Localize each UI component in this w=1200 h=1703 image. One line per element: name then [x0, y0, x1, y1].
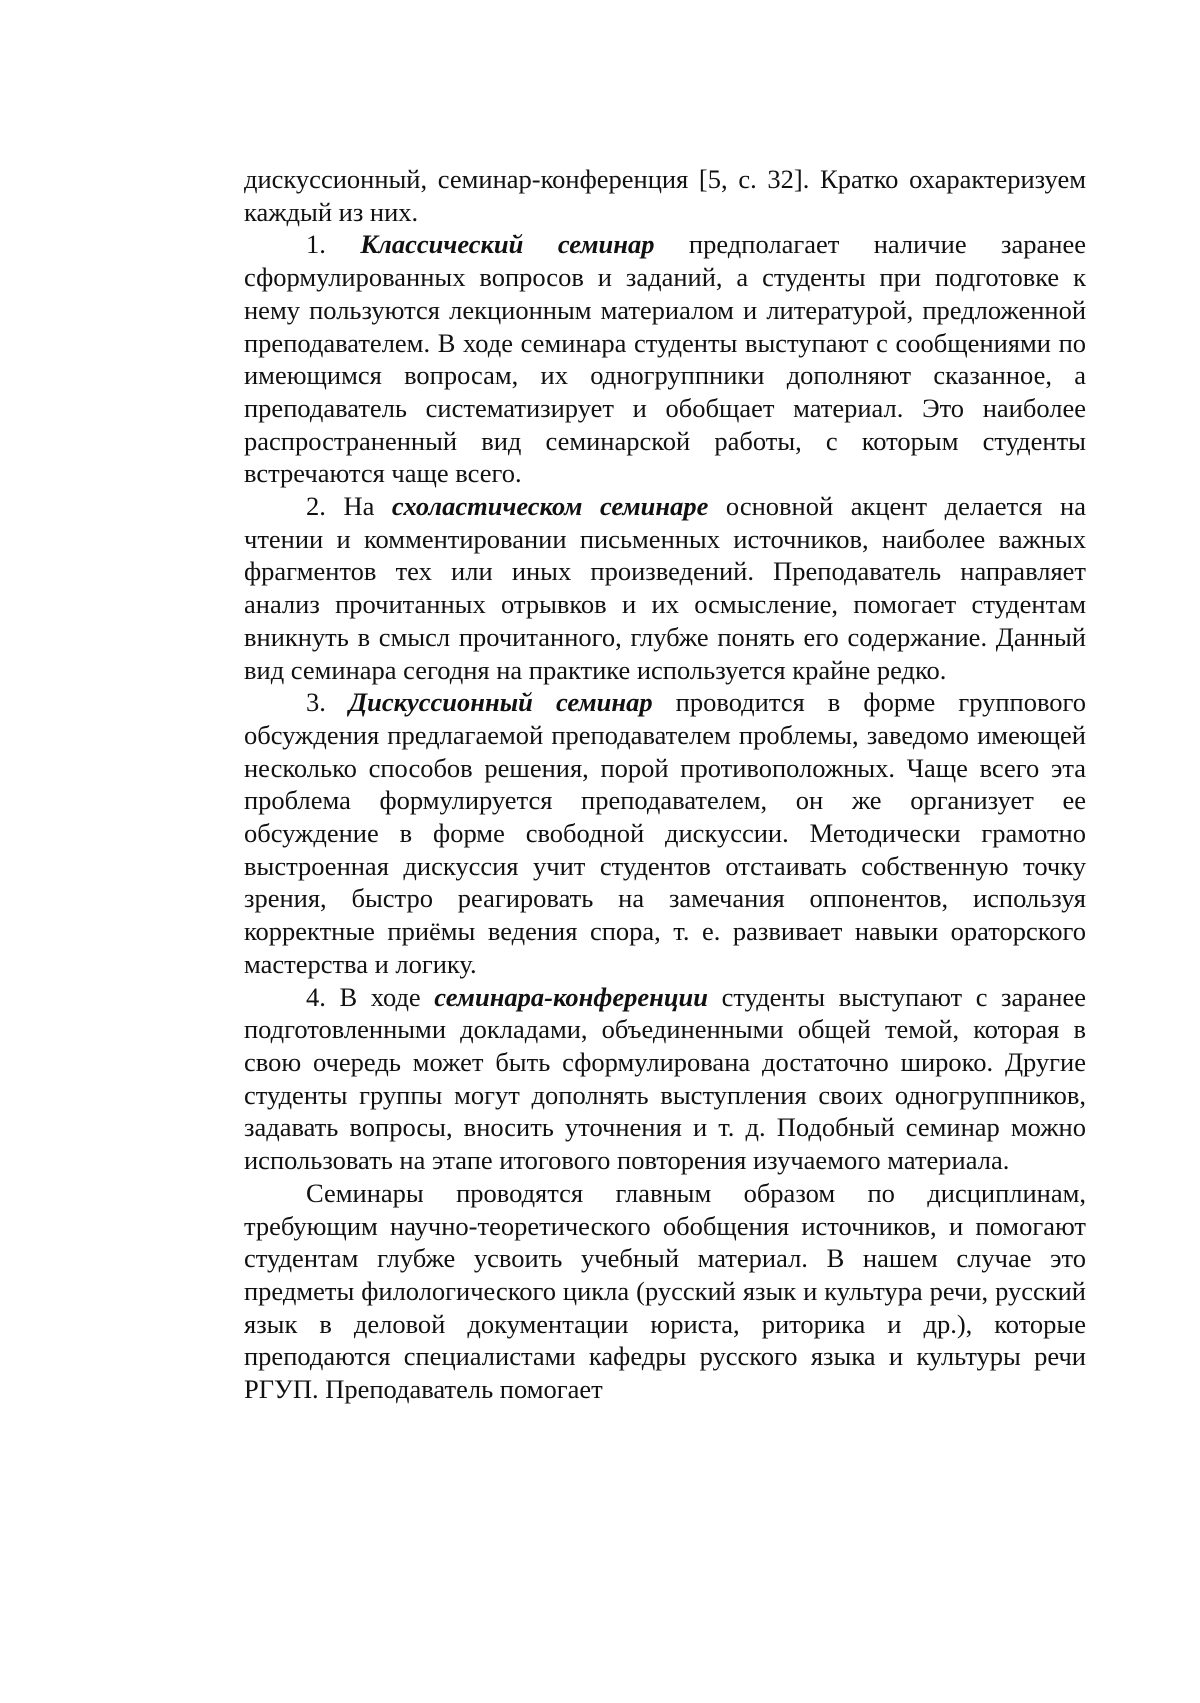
paragraph-seminars-summary [244, 1177, 1086, 1406]
paragraph-discussion-seminar [244, 686, 1086, 980]
paragraph-text: дискуссионный, семинар-конференция [5, с. 32]. Кратко охарактеризуем каждый из них. [244, 164, 1086, 227]
list-number: 2. На [306, 491, 392, 522]
paragraph-text: проводится в форме группового обсуждения предлагаемой преподавателем проблемы, заведомо имеющей несколько способов решения, порой противоположных. Чаще всего эта проблема формулируется преподавателем, он же организует ее обсуждение в форме свободной дискуссии. Методически грамотно выстроенная дискуссия учит студентов отстаивать собственную точку зрения, быстро реагировать на замечания оппонентов, используя корректные приёмы ведения спора, т. е. развивает навыки ораторского мастерства и логику. [244, 687, 1087, 979]
term-classic-seminar: Классический семинар [360, 229, 655, 260]
paragraph-text: Семинары проводятся главным образом по дисциплинам, требующим научно-теоретического обобщения источников, и помогают студентам глубже усвоить учебный материал. В нашем случае это предметы филологического цикла (русский язык и культура речи, русский язык в деловой документации юриста, риторика и др.), которые преподаются специалистами кафедры русского языка и культуры речи РГУП. Преподаватель помогает [244, 1177, 1086, 1405]
term-scholastic-seminar: схоластическом семинаре [391, 491, 709, 522]
list-number: 1. [306, 229, 361, 260]
term-discussion-seminar: Дискуссионный семинар [348, 687, 653, 718]
document-body [244, 163, 1086, 1406]
term-conference-seminar: семинара-конференции [434, 981, 709, 1012]
paragraph-text: предполагает наличие заранее сформулированных вопросов и заданий, а студенты при подготовке к нему пользуются лекционным материалом и литературой, предложенной преподавателем. В ходе семинара студенты выступают с сообщениями по имеющимся вопросам, их одногруппники дополняют сказанное, а преподаватель систематизирует и обобщает материал. Это наиболее распространенный вид семинарской работы, с которым студенты встречаются чаще всего. [244, 229, 1087, 489]
paragraph-text: студенты выступают с заранее подготовленными докладами, объединенными общей темой, которая в свою очередь может быть сформулирована достаточно широко. Другие студенты группы могут дополнять выступления своих одногруппников, задавать вопросы, вносить уточнения и т. д. Подобный семинар можно использовать на этапе итогового повторения изучаемого материала. [244, 981, 1086, 1176]
paragraph-classic-seminar [244, 228, 1086, 490]
list-number: 4. В ходе [306, 981, 435, 1012]
list-number: 3. [306, 687, 349, 718]
paragraph-text: основной акцент делается на чтении и комментировании письменных источников, наиболее важных фрагментов тех или иных произведений. Преподаватель направляет анализ прочитанных отрывков и их осмысление, помогает студентам вникнуть в смысл прочитанного, глубже понять его содержание. Данный вид семинара сегодня на практике используется крайне редко. [244, 491, 1086, 685]
paragraph-scholastic-seminar [244, 490, 1086, 686]
paragraph-conference-seminar [244, 981, 1086, 1177]
paragraph-intro [244, 163, 1086, 228]
